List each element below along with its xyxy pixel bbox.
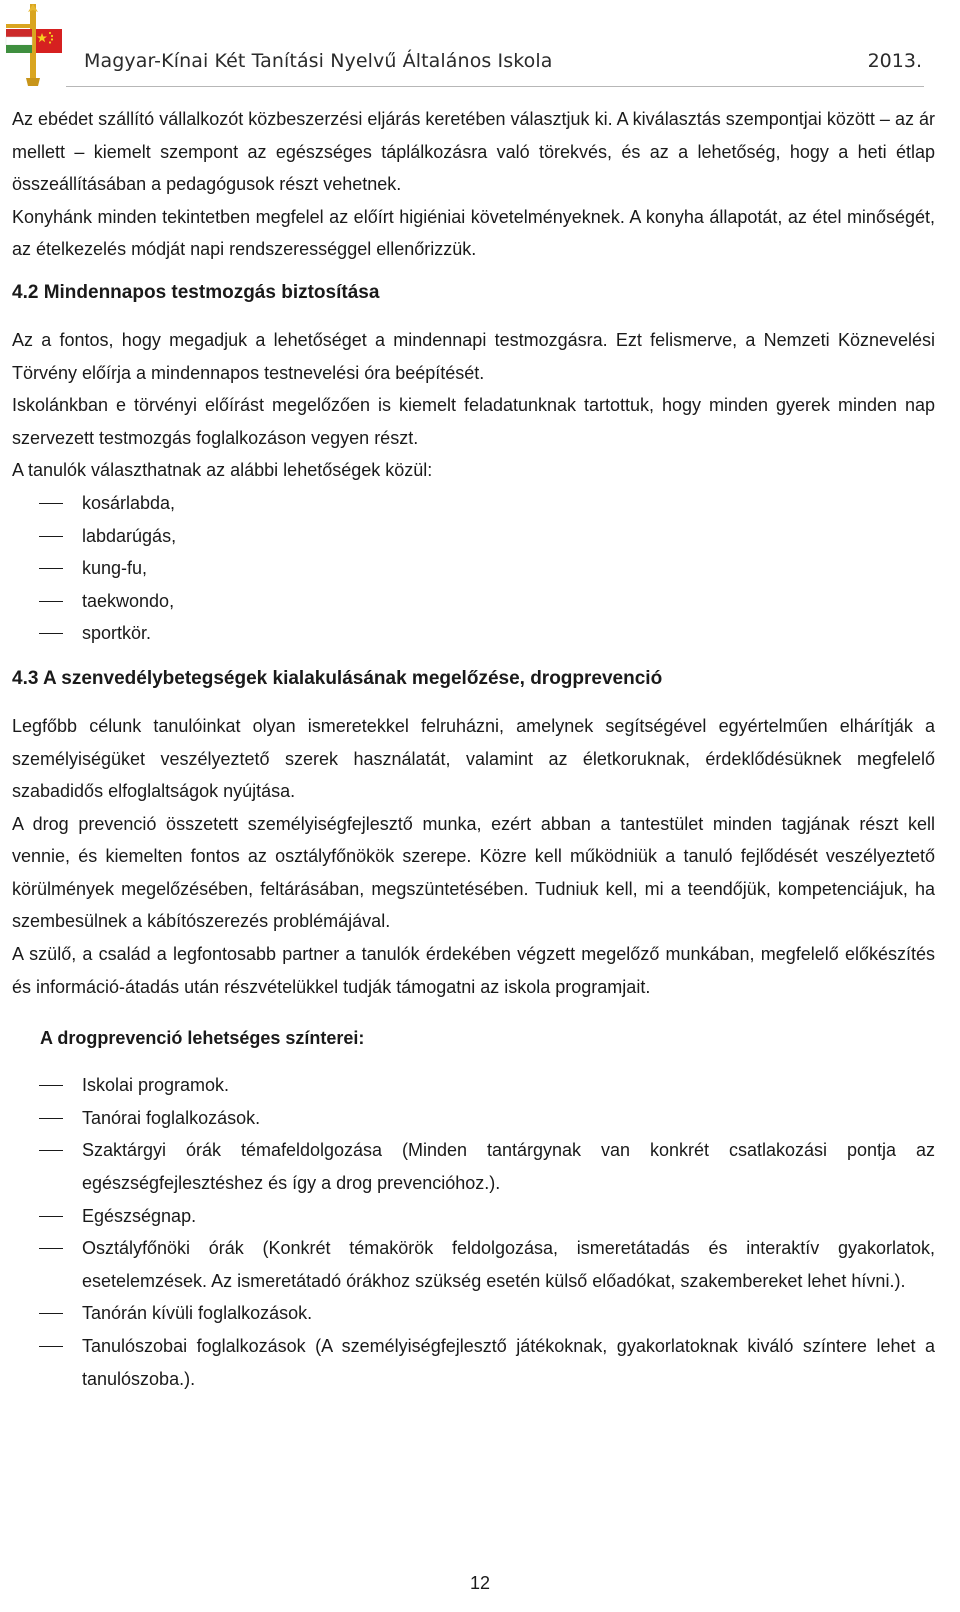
header-school-name: Magyar-Kínai Két Tanítási Nyelvű Általános Iskola (84, 50, 553, 72)
list-item-text: Iskolai programok. (82, 1075, 230, 1096)
paragraph: A szülő, a család a legfontosabb partner a tanulók érdekében végzett megelőző munkában, megfelelő előkészítés és információ-átadás után részvételükkel tudják támogatni az iskola programjait. (12, 944, 935, 997)
list-item-text: Osztályfőnöki órák (Konkrét témakörök feldolgozása, ismeretátadás és interaktív gyakorlatok, esetelemzések. Az ismeretátadó órákhoz szükség esetén külső előadókat, szakembereket lehet hívni.). (82, 1238, 935, 1291)
paragraph: Konyhánk minden tekintetben megfelel az előírt higiéniai követelményeknek. A konyha állapotát, az étel minőségét, az ételkezelés módját napi rendszerességgel ellenőrizzük. (12, 206, 935, 260)
venues-subheading: A drogprevenció lehetséges színterei: (40, 1028, 365, 1049)
dash-bullet-icon (39, 633, 63, 634)
list-item (12, 552, 935, 585)
dash-bullet-icon (39, 1216, 63, 1217)
sports-options-list (12, 487, 935, 650)
school-logo-icon (2, 4, 64, 86)
list-item-text: kung-fu, (82, 558, 148, 579)
dash-bullet-icon (39, 1313, 63, 1314)
header-divider (66, 86, 924, 87)
dash-bullet-icon (39, 1085, 63, 1086)
dash-bullet-icon (39, 1150, 63, 1151)
dash-bullet-icon (39, 1346, 63, 1347)
dash-bullet-icon (39, 601, 63, 602)
list-item-text: Egészségnap. (82, 1205, 197, 1226)
page-number: 12 (469, 1573, 491, 1593)
list-item (12, 1069, 935, 1102)
list-item-text: Tanulószobai foglalkozások (A személyiségfejlesztő játékoknak, gyakorlatoknak kiváló színtere lehet a tanulószoba.). (82, 1336, 935, 1389)
paragraph: A drog prevenció összetett személyiségfejlesztő munka, ezért abban a tantestület minden tagjának részt kell vennie, és kiemelten fontos az osztályfőnökök szerepe. Közre kell működniük a tanuló fejlődését veszélyeztető körülmények megelőzésében, feltárásában, megszüntetésében. Tudniuk kell, mi a teendőjük, kompetenciájuk, ha szembesülnek a kábítószerezés problémájával. (12, 813, 935, 932)
list-item (12, 1134, 935, 1199)
section-heading-4-3: 4.3 A szenvedélybetegségek kialakulásának megelőzése, drogprevenció (12, 667, 663, 689)
list-item-text: Szaktárgyi órák témafeldolgozása (Minden tantárgynak van konkrét csatlakozási pontja az egészségfejlesztéshez és így a drog prevencióhoz.). (82, 1140, 935, 1194)
dash-bullet-icon (39, 503, 63, 504)
paragraph: Az ebédet szállító vállalkozót közbeszerzési eljárás keretében választjuk ki. A kiválasztás szempontjai között – az ár mellett – kiemelt szempont az egészséges táplálkozásra való törekvés, és az a lehetőség, hogy a heti étlap összeállításában a pedagógusok részt vehetnek. (12, 109, 935, 195)
section-heading-4-2: 4.2 Mindennapos testmozgás biztosítása (12, 281, 380, 303)
paragraph: Legfőbb célunk tanulóinkat olyan ismeretekkel felruházni, amelynek segítségével egyértelműen elhárítják a személyiségüket veszélyeztető szerek használatát, valamint az életkoruknak, érdeklődésüknek megfelelő szabadidős elfoglaltságok nyújtása. (12, 715, 935, 802)
list-item-text: kosárlabda, (82, 492, 176, 513)
dash-bullet-icon (39, 1118, 63, 1119)
paragraph: A tanulók választhatnak az alábbi lehetőségek közül: (12, 460, 433, 481)
page-header (0, 0, 960, 90)
list-item (12, 1102, 935, 1135)
list-item-text: taekwondo, (82, 590, 175, 611)
list-item (12, 520, 935, 553)
list-item (12, 1330, 935, 1395)
list-item (12, 1200, 935, 1233)
list-item-text: Tanórai foglalkozások. (82, 1107, 261, 1128)
paragraph: Iskolánkban e törvényi előírást megelőzően is kiemelt feladatunknak tartottuk, hogy minden gyerek minden nap szervezett testmozgás foglalkozáson vegyen részt. (12, 395, 935, 448)
list-item-text: Tanórán kívüli foglalkozások. (82, 1303, 313, 1324)
list-item-text: labdarúgás, (82, 525, 177, 546)
list-item (12, 1232, 935, 1297)
list-item (12, 617, 935, 650)
dash-bullet-icon (39, 568, 63, 569)
list-item (12, 487, 935, 520)
header-year: 2013. (867, 50, 922, 72)
dash-bullet-icon (39, 1248, 63, 1249)
list-item-text: sportkör. (82, 623, 152, 644)
dash-bullet-icon (39, 536, 63, 537)
document-body (12, 103, 935, 1395)
prevention-venues-list (12, 1069, 935, 1395)
list-item (12, 1297, 935, 1330)
paragraph: Az a fontos, hogy megadjuk a lehetőséget a mindennapi testmozgásra. Ezt felismerve, a Nemzeti Köznevelési Törvény előírja a mindennapos testnevelési óra beépítését. (12, 329, 935, 383)
list-item (12, 585, 935, 618)
